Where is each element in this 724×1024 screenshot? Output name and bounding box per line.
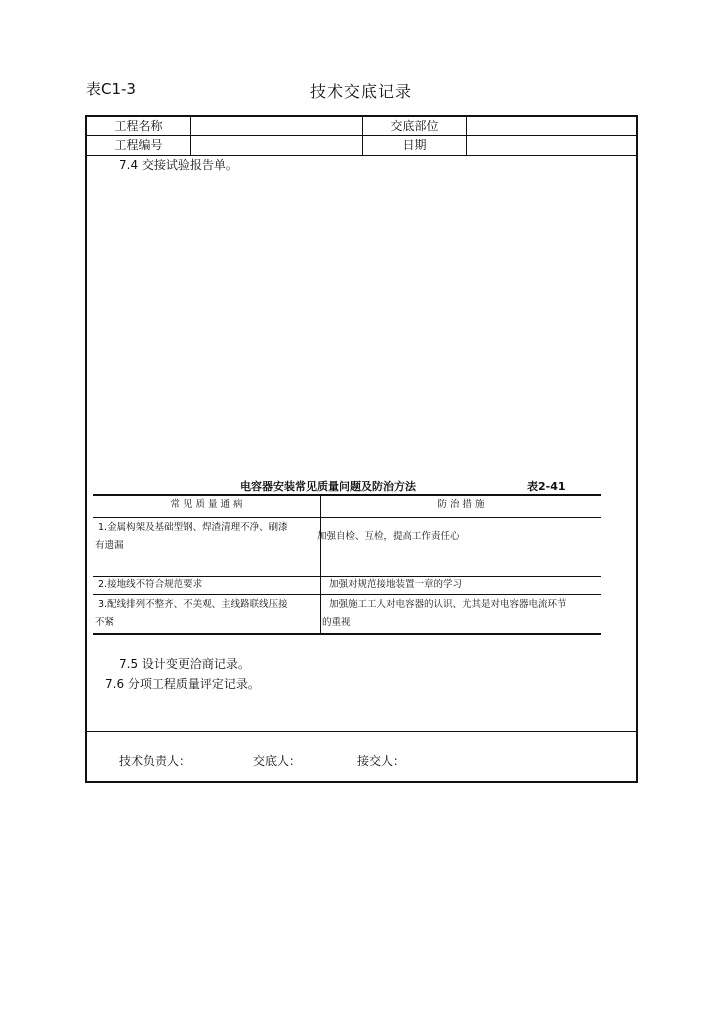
item-7-6: 7.6 分项工程质量评定记录。 [105, 677, 260, 691]
table-row-1-problem-cont: 有遗漏 [95, 540, 124, 551]
table-row-2-problem: 2.接地线不符合规范要求 [98, 579, 203, 590]
document-title: 技术交底记录 [310, 82, 413, 101]
table-bottom-rule [93, 633, 601, 635]
col-divider [466, 117, 467, 155]
table-row-1-problem: 1.金属构架及基础型钢、焊渣清理不净、刷漆 [98, 522, 288, 533]
project-name-label: 工程名称 [114, 119, 163, 133]
table-row-1-measure: 加强自检、互检，提高工作责任心 [317, 531, 460, 542]
col-header-problems: 常 见 质 量 通 病 [170, 499, 243, 510]
subtable-title: 电容器安装常见质量问题及防治方法 [240, 480, 416, 493]
table-row-3-measure: 加强施工工人对电容器的认识、尤其是对电容器电流环节 [329, 599, 567, 610]
table-header-rule [93, 517, 601, 518]
date-label: 日期 [402, 138, 427, 152]
item-7-4: 7.4 交接试验报告单。 [119, 158, 238, 172]
discloser-signature: 交底人： [253, 754, 302, 768]
disclosure-part-label: 交底部位 [390, 119, 439, 133]
table-row-3-measure-cont: 的重视 [322, 617, 351, 628]
table-row-2-measure: 加强对规范接地装置一章的学习 [329, 579, 463, 590]
col-header-measures: 防 治 措 施 [437, 499, 485, 510]
table-row-3-problem: 3.配线排列不整齐、不美观、主线路联线压接 [98, 599, 288, 610]
col-divider [190, 117, 191, 155]
table-row-3-problem-cont: 不紧 [95, 617, 115, 628]
row-divider [87, 155, 636, 156]
tech-lead-signature: 技术负责人： [119, 754, 192, 768]
table-top-rule [93, 494, 601, 496]
subtable-number: 表2-41 [527, 480, 566, 493]
form-number: 表C1-3 [86, 80, 136, 98]
table-row-rule [93, 594, 601, 595]
project-code-label: 工程编号 [114, 138, 163, 152]
item-7-5: 7.5 设计变更洽商记录。 [119, 657, 250, 671]
signature-divider [87, 731, 636, 732]
table-col-divider [320, 494, 321, 634]
receiver-signature: 接交人： [357, 754, 406, 768]
record-form [85, 115, 638, 783]
quality-issues-table [93, 494, 601, 634]
